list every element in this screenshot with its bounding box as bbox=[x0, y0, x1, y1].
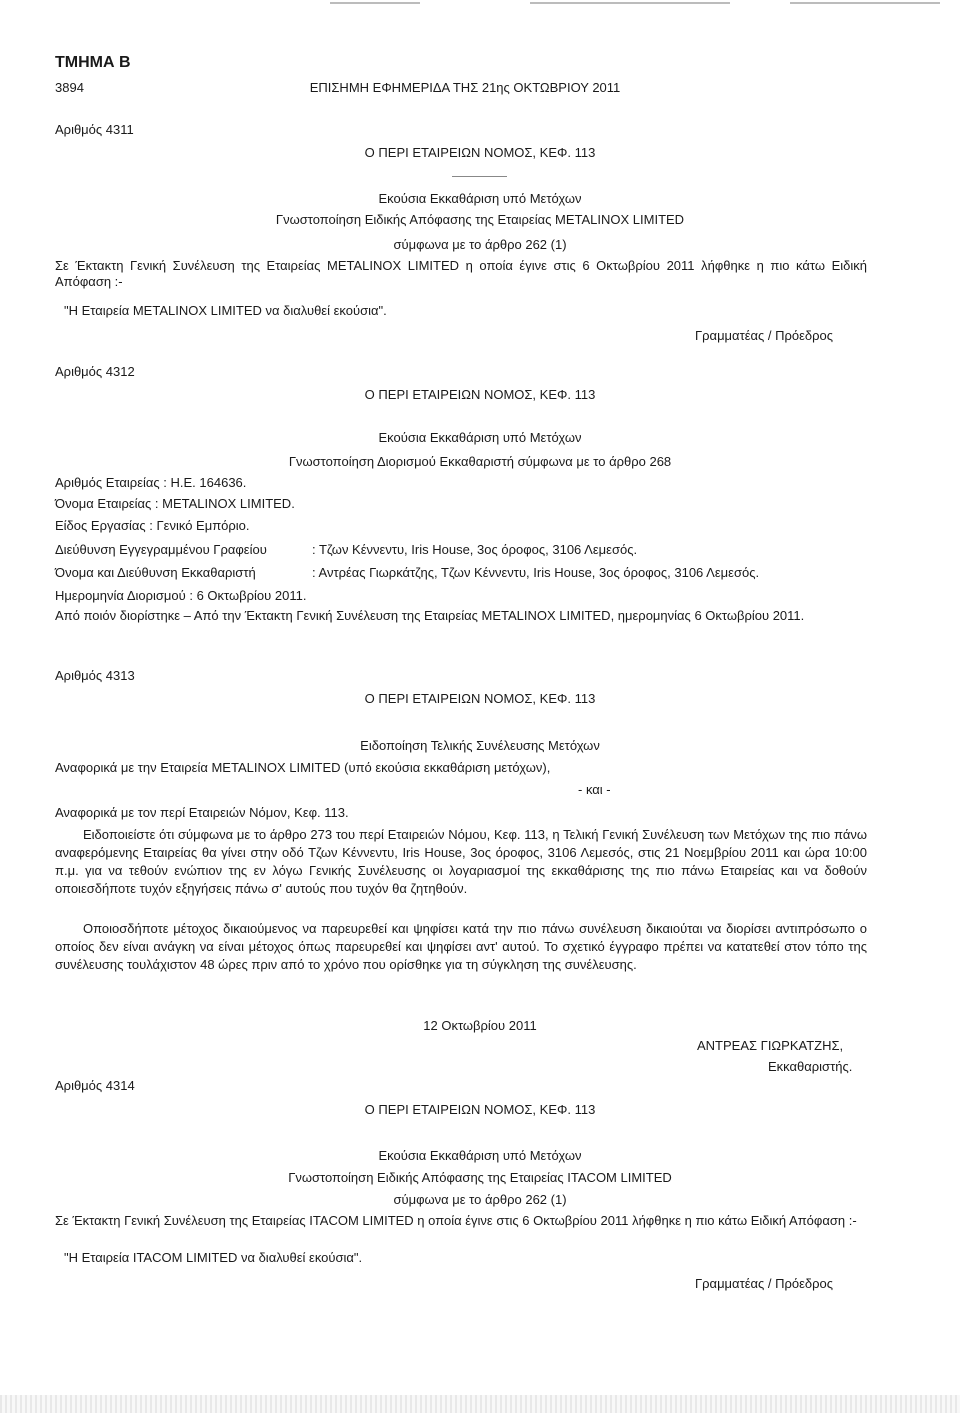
liquidator-label: Όνομα και Διεύθυνση Εκκαθαριστή bbox=[55, 565, 256, 580]
regarding-company: Αναφορικά με την Εταιρεία METALINOX LIMITED (υπό εκούσια εκκαθάριση μετόχων), bbox=[55, 760, 551, 775]
notice-number-4313: Αριθμός 4313 bbox=[55, 668, 135, 683]
liquidator-role: Εκκαθαριστής. bbox=[768, 1059, 853, 1074]
scan-artifact bbox=[330, 2, 420, 4]
divider bbox=[452, 176, 507, 177]
gazette-title: ΕΠΙΣΗΜΗ ΕΦΗΜΕΡΙΔΑ ΤΗΣ 21ης ΟΚΤΩΒΡΙΟΥ 2011 bbox=[309, 80, 621, 95]
notice-subtitle: Εκούσια Εκκαθάριση υπό Μετόχων bbox=[378, 1148, 582, 1163]
law-heading: Ο ΠΕΡΙ ΕΤΑΙΡΕΙΩΝ ΝΟΜΟΣ, ΚΕΦ. 113 bbox=[364, 145, 596, 160]
office-label: Διεύθυνση Εγγεγραμμένου Γραφείου bbox=[55, 542, 267, 557]
liquidator-value: : Αντρέας Γιωρκάτζης, Τζων Κέννεντυ, Iris House, 3ος όροφος, 3106 Λεμεσός. bbox=[312, 565, 760, 580]
scan-artifact bbox=[790, 2, 940, 4]
notice-number-4314: Αριθμός 4314 bbox=[55, 1078, 135, 1093]
resolution-quote: "Η Εταιρεία METALINOX LIMITED να διαλυθεί εκούσια". bbox=[64, 303, 387, 318]
law-heading: Ο ΠΕΡΙ ΕΤΑΙΡΕΙΩΝ ΝΟΜΟΣ, ΚΕΦ. 113 bbox=[364, 1102, 596, 1117]
notice-subtitle: Ειδοποίηση Τελικής Συνέλευσης Μετόχων bbox=[360, 738, 600, 753]
notice-paragraph: Ειδοποιείστε ότι σύμφωνα με το άρθρο 273 του περί Εταιρειών Νόμου, Κεφ. 113, η Τελική Γενική Συνέλευση των Μετόχων της πιο πάνω αναφερόμενης Εταιρείας θα γίνει στην οδό Τζων Κέννεντυ, Iris House, 3ος όροφος, 3106 Λεμεσός, στις 21 Νοεμβρίου 2011 και ώρα 10:00 π.μ. για να τεθούν ενώπιον της εν λόγω Γενικής Συνέλευσης οι λογαριασμοί της εκκαθάρισης της πιο πάνω Εταιρείας και να δοθούν οποιεσδήποτε τυχόν εξηγήσεις πάνω σ' αυτούς που τυχόν θα ζητηθούν. bbox=[55, 827, 867, 896]
appointment-date: Ημερομηνία Διορισμού : 6 Οκτωβρίου 2011. bbox=[55, 588, 307, 603]
office-value: : Τζων Κέννεντυ, Iris House, 3ος όροφος, 3106 Λεμεσός. bbox=[312, 542, 638, 557]
liquidator-name: ΑΝΤΡΕΑΣ ΓΙΩΡΚΑΤΖΗΣ, bbox=[697, 1038, 844, 1053]
page-number: 3894 bbox=[55, 80, 84, 95]
company-name: Όνομα Εταιρείας : METALINOX LIMITED. bbox=[55, 496, 295, 511]
notice-body: Σε Έκτακτη Γενική Συνέλευση της Εταιρείας ITACOM LIMITED η οποία έγινε στις 6 Οκτωβρίου 2011 λήφθηκε η πιο κάτω Ειδική Απόφαση :- bbox=[55, 1213, 857, 1228]
and-separator: - και - bbox=[578, 782, 611, 797]
notice-subtitle: σύμφωνα με το άρθρο 262 (1) bbox=[393, 1192, 567, 1207]
signatory: Γραμματέας / Πρόεδρος bbox=[695, 328, 834, 343]
section-title: ΤΜΗΜΑ Β bbox=[55, 54, 131, 71]
business-type: Είδος Εργασίας : Γενικό Εμπόριο. bbox=[55, 518, 250, 533]
appointed-by: Από ποιόν διορίστηκε – Από την Έκτακτη Γενική Συνέλευση της Εταιρείας METALINOX LIMITED, ημερομηνίας 6 Οκτωβρίου 2011. bbox=[55, 608, 805, 623]
notice-subtitle: Εκούσια Εκκαθάριση υπό Μετόχων bbox=[378, 191, 582, 206]
notice-subtitle: Γνωστοποίηση Ειδικής Απόφασης της Εταιρείας METALINOX LIMITED bbox=[275, 212, 685, 227]
scan-artifact bbox=[0, 1395, 960, 1413]
law-heading: Ο ΠΕΡΙ ΕΤΑΙΡΕΙΩΝ ΝΟΜΟΣ, ΚΕΦ. 113 bbox=[364, 691, 596, 706]
notice-number-4311: Αριθμός 4311 bbox=[55, 122, 134, 137]
signatory: Γραμματέας / Πρόεδρος bbox=[695, 1276, 834, 1291]
notice-body: Σε Έκτακτη Γενική Συνέλευση της Εταιρείας METALINOX LIMITED η οποία έγινε στις 6 Οκτωβρίου 2011 λήφθηκε η πιο κάτω Ειδική Απόφαση :- bbox=[55, 258, 867, 289]
law-heading: Ο ΠΕΡΙ ΕΤΑΙΡΕΙΩΝ ΝΟΜΟΣ, ΚΕΦ. 113 bbox=[364, 387, 596, 402]
notice-number-4312: Αριθμός 4312 bbox=[55, 364, 135, 379]
notice-subtitle: σύμφωνα με το άρθρο 262 (1) bbox=[393, 237, 567, 252]
resolution-quote: "Η Εταιρεία ITACOM LIMITED να διαλυθεί εκούσια". bbox=[64, 1250, 363, 1265]
notice-date: 12 Οκτωβρίου 2011 bbox=[423, 1018, 537, 1033]
regarding-law: Αναφορικά με τον περί Εταιρειών Νόμον, Κεφ. 113. bbox=[55, 805, 349, 820]
scan-artifact bbox=[530, 2, 730, 4]
notice-subtitle: Γνωστοποίηση Ειδικής Απόφασης της Εταιρείας ITACOM LIMITED bbox=[288, 1170, 672, 1185]
notice-subtitle: Εκούσια Εκκαθάριση υπό Μετόχων bbox=[378, 430, 582, 445]
company-number: Αριθμός Εταιρείας : Η.Ε. 164636. bbox=[55, 475, 247, 490]
notice-subtitle: Γνωστοποίηση Διορισμού Εκκαθαριστή σύμφωνα με το άρθρο 268 bbox=[288, 454, 672, 469]
notice-paragraph: Οποιοσδήποτε μέτοχος δικαιούμενος να παρευρεθεί και ψηφίσει κατά την πιο πάνω συνέλευση δικαιούται να διορίσει αντιπρόσωπο ο οποίος δεν είναι ανάγκη να είναι μέτοχος όπως παρευρεθεί και ψηφίσει αντ' αυτού. Το σχετικό έγγραφο πρέπει να κατατεθεί στον τόπο της συνέλευσης τουλάχιστον 48 ώρες πριν από το χρόνο που ορίσθηκε για τη σύγκληση της συνέλευσης. bbox=[55, 921, 867, 972]
